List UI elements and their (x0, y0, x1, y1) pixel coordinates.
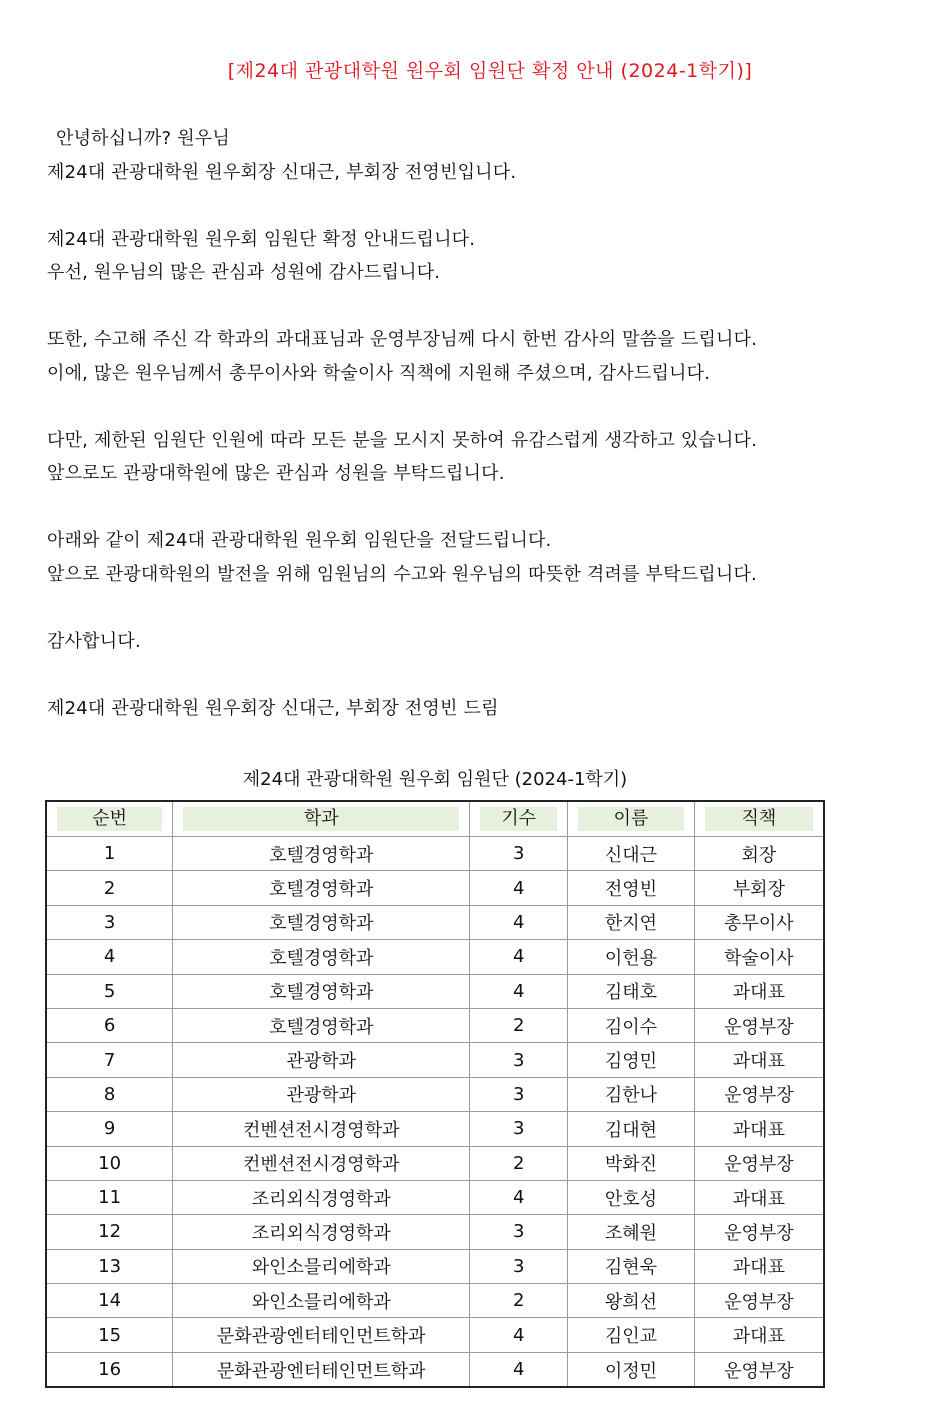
cell-department: 호텔경영학과 (173, 871, 470, 905)
cell-number: 9 (46, 1112, 173, 1146)
cell-position: 과대표 (694, 974, 824, 1008)
cell-cohort: 3 (470, 837, 568, 871)
body-line: 앞으로 관광대학원의 발전을 위해 임원님의 수고와 원우님의 따뜻한 격려를 부탁드립니다. (47, 563, 757, 585)
cell-position: 운영부장 (694, 1215, 824, 1249)
cell-department: 호텔경영학과 (173, 1008, 470, 1042)
body-line: 다만, 제한된 임원단 인원에 따라 모든 분을 모시지 못하여 유감스럽게 생각하고 있습니다. (47, 429, 758, 451)
table-row (46, 940, 824, 974)
table-row (46, 871, 824, 905)
cell-name: 조혜원 (568, 1215, 695, 1249)
table-row (46, 974, 824, 1008)
cell-position: 총무이사 (694, 905, 824, 939)
letter-body (47, 122, 937, 725)
table-row (46, 1180, 824, 1214)
cell-cohort: 2 (470, 1008, 568, 1042)
cell-department: 관광학과 (173, 1077, 470, 1111)
table-header-row (46, 801, 824, 837)
cell-name: 김영민 (568, 1043, 695, 1077)
header-cohort: 기수 (470, 801, 568, 837)
signature-line: 제24대 관광대학원 원우회장 신대근, 부회장 전영빈 드림 (47, 697, 499, 719)
cell-number: 10 (46, 1146, 173, 1180)
cell-cohort: 4 (470, 871, 568, 905)
header-position: 직책 (694, 801, 824, 837)
document-title: [제24대 관광대학원 원우회 임원단 확정 안내 (2024-1학기)] (227, 60, 753, 82)
cell-department: 컨벤션전시경영학과 (173, 1112, 470, 1146)
cell-name: 김한나 (568, 1077, 695, 1111)
cell-position: 과대표 (694, 1318, 824, 1352)
cell-number: 11 (46, 1180, 173, 1214)
cell-position: 과대표 (694, 1249, 824, 1283)
cell-cohort: 4 (470, 905, 568, 939)
cell-cohort: 4 (470, 1180, 568, 1214)
cell-position: 운영부장 (694, 1008, 824, 1042)
cell-department: 문화관광엔터테인먼트학과 (173, 1318, 470, 1352)
body-line: 아래와 같이 제24대 관광대학원 원우회 임원단을 전달드립니다. (47, 530, 552, 551)
table-row (46, 1008, 824, 1042)
table-row (46, 1146, 824, 1180)
header-name: 이름 (568, 801, 695, 837)
cell-department: 문화관광엔터테인먼트학과 (173, 1352, 470, 1387)
cell-department: 와인소믈리에학과 (173, 1249, 470, 1283)
table-row (46, 1112, 824, 1146)
cell-name: 김이수 (568, 1008, 695, 1042)
cell-department: 관광학과 (173, 1043, 470, 1077)
table-row (46, 1215, 824, 1249)
cell-cohort: 4 (470, 974, 568, 1008)
cell-position: 과대표 (694, 1112, 824, 1146)
cell-department: 컨벤션전시경영학과 (173, 1146, 470, 1180)
cell-number: 14 (46, 1284, 173, 1318)
closing-line: 감사합니다. (47, 630, 141, 652)
table-row (46, 1077, 824, 1111)
cell-cohort: 3 (470, 1215, 568, 1249)
officers-table (45, 800, 825, 1388)
table-caption: 제24대 관광대학원 원우회 임원단 (2024-1학기) (242, 769, 628, 790)
cell-number: 1 (46, 837, 173, 871)
cell-cohort: 3 (470, 1112, 568, 1146)
cell-name: 이헌용 (568, 940, 695, 974)
body-line: 이에, 많은 원우님께서 총무이사와 학술이사 직책에 지원해 주셨으며, 감사드립니다. (47, 362, 711, 384)
cell-position: 회장 (694, 837, 824, 871)
cell-cohort: 2 (470, 1146, 568, 1180)
cell-cohort: 4 (470, 1318, 568, 1352)
cell-department: 호텔경영학과 (173, 974, 470, 1008)
cell-department: 조리외식경영학과 (173, 1180, 470, 1214)
cell-cohort: 2 (470, 1284, 568, 1318)
cell-number: 16 (46, 1352, 173, 1387)
cell-cohort: 4 (470, 1352, 568, 1387)
cell-cohort: 3 (470, 1249, 568, 1283)
body-line: 또한, 수고해 주신 각 학과의 과대표님과 운영부장님께 다시 한번 감사의 말씀을 드립니다. (47, 329, 758, 350)
cell-position: 과대표 (694, 1180, 824, 1214)
cell-position: 부회장 (694, 871, 824, 905)
cell-position: 학술이사 (694, 940, 824, 974)
cell-number: 15 (46, 1318, 173, 1352)
cell-number: 3 (46, 905, 173, 939)
cell-name: 김현욱 (568, 1249, 695, 1283)
cell-number: 12 (46, 1215, 173, 1249)
cell-cohort: 3 (470, 1043, 568, 1077)
cell-name: 박화진 (568, 1146, 695, 1180)
cell-name: 김대현 (568, 1112, 695, 1146)
cell-department: 조리외식경영학과 (173, 1215, 470, 1249)
cell-name: 전영빈 (568, 871, 695, 905)
body-line: 우선, 원우님의 많은 관심과 성원에 감사드립니다. (47, 262, 441, 283)
cell-position: 운영부장 (694, 1077, 824, 1111)
table-row (46, 1249, 824, 1283)
table-row (46, 1043, 824, 1077)
cell-position: 과대표 (694, 1043, 824, 1077)
cell-cohort: 4 (470, 940, 568, 974)
cell-department: 호텔경영학과 (173, 837, 470, 871)
cell-number: 2 (46, 871, 173, 905)
cell-name: 한지연 (568, 905, 695, 939)
cell-number: 6 (46, 1008, 173, 1042)
cell-department: 호텔경영학과 (173, 940, 470, 974)
cell-name: 김인교 (568, 1318, 695, 1352)
body-line: 앞으로도 관광대학원에 많은 관심과 성원을 부탁드립니다. (47, 463, 505, 484)
body-line: 제24대 관광대학원 원우회 임원단 확정 안내드립니다. (47, 228, 476, 250)
cell-number: 5 (46, 974, 173, 1008)
cell-name: 김태호 (568, 974, 695, 1008)
header-number: 순번 (46, 801, 173, 837)
header-department: 학과 (173, 801, 470, 837)
cell-department: 와인소믈리에학과 (173, 1284, 470, 1318)
cell-cohort: 3 (470, 1077, 568, 1111)
cell-number: 7 (46, 1043, 173, 1077)
cell-department: 호텔경영학과 (173, 905, 470, 939)
table-row (46, 1284, 824, 1318)
table-row (46, 905, 824, 939)
cell-number: 8 (46, 1077, 173, 1111)
body-line: 제24대 관광대학원 원우회장 신대근, 부회장 전영빈입니다. (47, 161, 517, 183)
cell-number: 4 (46, 940, 173, 974)
table-row (46, 837, 824, 871)
cell-number: 13 (46, 1249, 173, 1283)
cell-position: 운영부장 (694, 1352, 824, 1387)
table-row (46, 1352, 824, 1387)
cell-name: 이정민 (568, 1352, 695, 1387)
cell-position: 운영부장 (694, 1284, 824, 1318)
cell-name: 안호성 (568, 1180, 695, 1214)
cell-name: 신대근 (568, 837, 695, 871)
cell-position: 운영부장 (694, 1146, 824, 1180)
greeting-line: 안녕하십니까? 원우님 (56, 128, 230, 149)
cell-name: 왕희선 (568, 1284, 695, 1318)
table-row (46, 1318, 824, 1352)
